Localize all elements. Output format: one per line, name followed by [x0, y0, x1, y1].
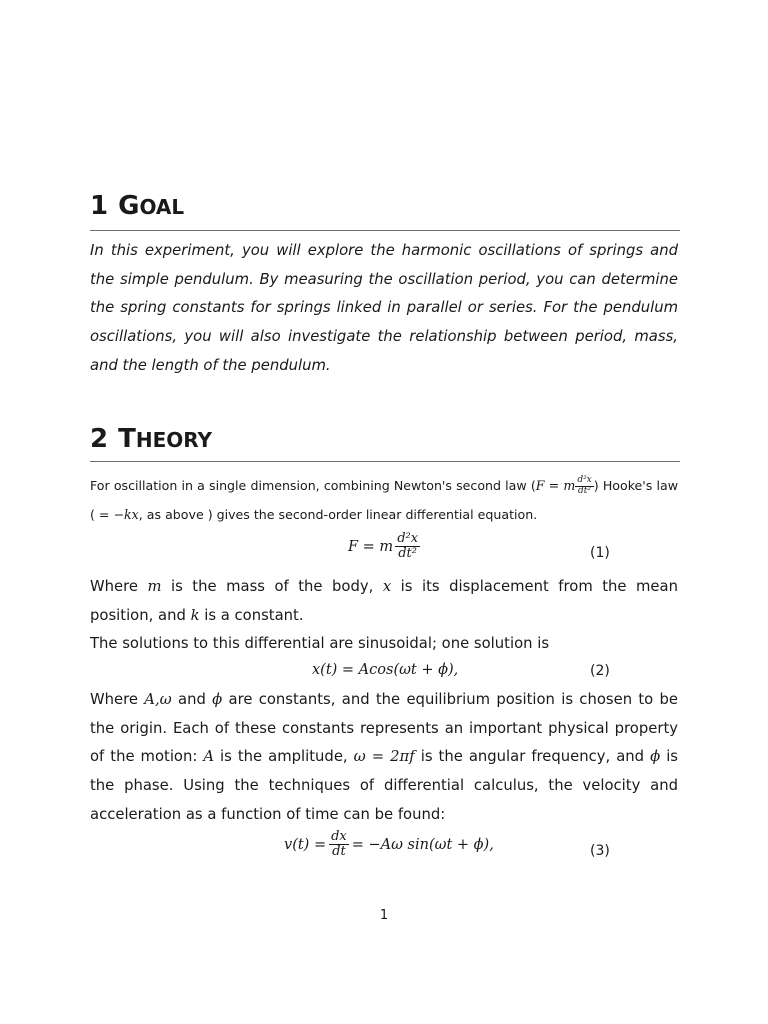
section-number: 1: [90, 191, 109, 221]
solutions-sentence: The solutions to this differential are sinusoidal; one solution is: [90, 635, 550, 652]
page-number: 1: [379, 908, 389, 923]
section-divider: [90, 461, 680, 462]
text: is a constant.: [199, 606, 304, 624]
math-symbol: ϕ: [212, 691, 223, 708]
math-symbol: m: [147, 578, 162, 595]
section-number: 2: [90, 424, 109, 454]
math-symbol: ϕ: [650, 748, 661, 766]
fraction-numerator: d²x: [577, 475, 592, 486]
section-heading-goal: [90, 184, 680, 222]
text: is its displacement from the mean position, and: [90, 578, 678, 624]
equation-body: [348, 532, 420, 562]
text: and: [171, 691, 213, 708]
text: is the amplitude,: [214, 748, 354, 766]
equation-2: [90, 660, 680, 686]
intro-fraction: [575, 476, 593, 497]
math-symbol: A,ω: [144, 691, 172, 708]
equation-expression: x(t) = Acos(ωt + ϕ),: [312, 662, 459, 678]
section-title-rest: OAL: [139, 195, 185, 219]
text: Where: [90, 578, 148, 595]
section-divider: [90, 230, 680, 231]
intro-text: For oscillation in a single dimension, combining Newton's second law (: [90, 478, 536, 493]
equation-body: [284, 830, 494, 860]
equation-rhs: = −Aω sin(ωt + ϕ),: [351, 836, 494, 853]
math-symbol: x: [382, 578, 392, 595]
hooke-formula: −kx: [113, 506, 139, 522]
equation-number: (1): [590, 545, 610, 561]
fraction-denominator: dt: [332, 844, 346, 860]
equation-lhs: v(t) =: [284, 836, 327, 853]
fraction-denominator: dt²: [578, 486, 592, 496]
intro-text: ( =: [90, 506, 114, 522]
text: is the mass of the body,: [161, 578, 383, 595]
text: Where: [90, 691, 145, 708]
text: are constants, and the equilibrium position is chosen to be the origin. Each of these constants represents an important physical property of the motion:: [90, 691, 678, 766]
equation-3: [90, 830, 680, 874]
equation-1: [90, 532, 680, 576]
theory-intro-paragraph: [90, 472, 678, 529]
goal-paragraph: In this experiment, you will explore the harmonic oscillations of springs and the simple pendulum. By measuring the oscillation period, you can determine the spring constants for springs linked in parallel or series. For the pendulum oscillations, you will also investigate the relationship between period, mass, and the length of the pendulum.: [90, 242, 678, 374]
equation-lhs: F = m: [348, 538, 394, 555]
fraction-denominator: dt²: [398, 546, 417, 562]
equation-number: (3): [590, 843, 610, 859]
section-title-initial: G: [118, 191, 140, 221]
math-symbol: A: [203, 748, 215, 766]
section-title-rest: HEORY: [135, 428, 213, 452]
section-heading-theory: [90, 417, 680, 455]
newton-formula: F = m: [535, 478, 576, 493]
equation-fraction: [329, 830, 349, 860]
fraction-numerator: dx: [331, 829, 347, 844]
equation-body: [312, 662, 458, 678]
intro-text: , as above ) gives the second-order linear differential equation.: [138, 506, 538, 522]
intro-text: ) Hooke's law: [593, 478, 678, 493]
fraction-numerator: d²x: [397, 531, 419, 546]
equation-number: (2): [590, 663, 610, 679]
theory-constants-paragraph: [90, 686, 678, 830]
theory-variables-paragraph: [90, 573, 678, 630]
equation-fraction: [395, 532, 420, 562]
text: is the angular frequency, and: [414, 748, 651, 766]
text: is the phase. Using the techniques of differential calculus, the velocity and acceleration as a function of time can be found:: [90, 748, 679, 823]
section-title-initial: T: [118, 424, 136, 454]
math-symbol: k: [190, 606, 200, 624]
math-expression: ω = 2πf: [353, 748, 415, 766]
